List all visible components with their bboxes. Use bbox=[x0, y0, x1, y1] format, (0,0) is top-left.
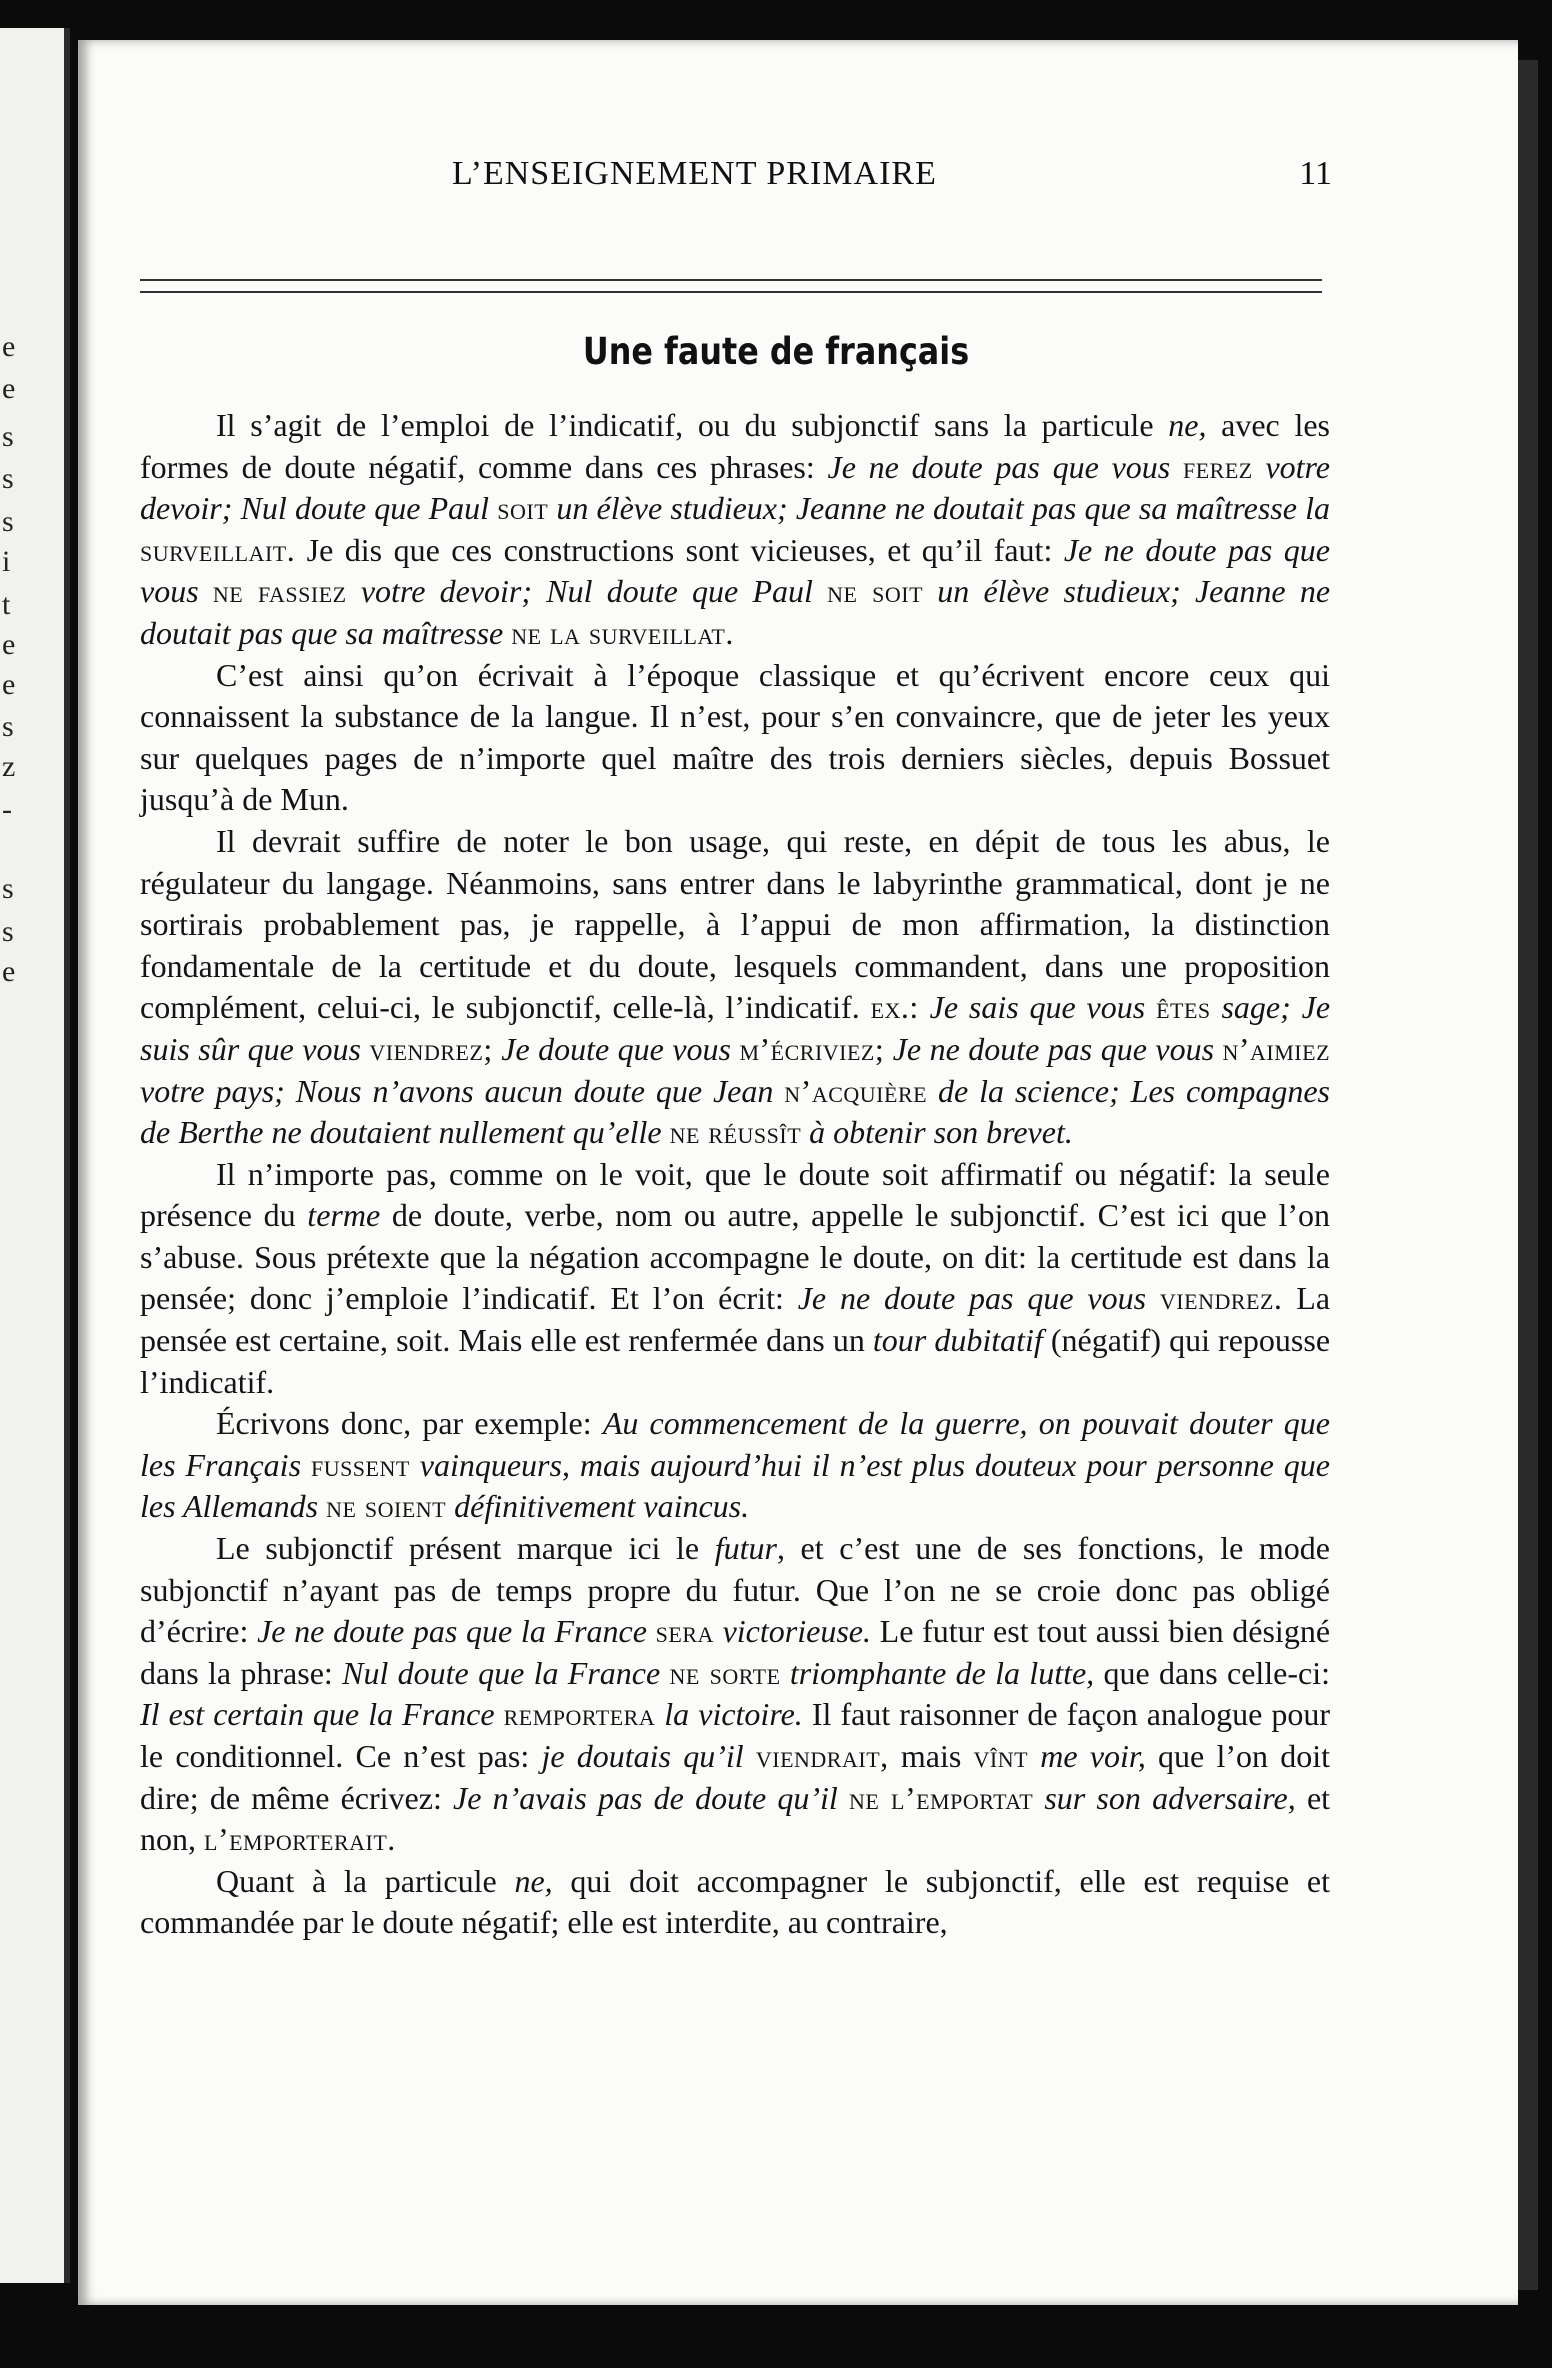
small-caps-text: n’aimiez bbox=[1222, 1030, 1331, 1067]
previous-page-fragment: i bbox=[2, 545, 11, 578]
small-caps-text: ex.: bbox=[870, 989, 919, 1026]
italic-text: Je ne doute pas que vous bbox=[884, 1030, 1223, 1067]
italic-text: Au commencement de la guerre, on pouvait douter que les Français bbox=[140, 1405, 1331, 1483]
text-run: Il s’agit de l’emploi de l’indicatif, ou du subjonctif sans la particule bbox=[216, 407, 1169, 443]
small-caps-text: ne fassiez bbox=[212, 573, 347, 610]
small-caps-text: viendrez. bbox=[1159, 1280, 1283, 1317]
italic-text: Je n’avais pas de doute qu’il bbox=[453, 1779, 849, 1816]
previous-page-fragment: e bbox=[2, 372, 16, 405]
small-caps-text: remportera bbox=[503, 1696, 656, 1733]
previous-page-fragment: s bbox=[2, 710, 14, 743]
text-run: et non, bbox=[140, 1779, 1331, 1858]
italic-text: Je ne doute pas que vous bbox=[140, 531, 1331, 610]
italic-text: vainqueurs, mais aujourd’hui il n’est plus douteux pour personne que les Allemands bbox=[140, 1446, 1331, 1525]
article-title: Une faute de français bbox=[582, 330, 970, 373]
italic-text: futur bbox=[714, 1530, 777, 1567]
italic-text: un élève studieux; Jeanne ne doutait pas que sa maîtresse bbox=[140, 573, 1331, 651]
small-caps-text: ne la surveillat. bbox=[511, 614, 734, 651]
italic-text: Je ne doute pas que vous bbox=[827, 448, 1183, 485]
italic-text: triomphante de la lutte, bbox=[780, 1654, 1095, 1691]
paragraph bbox=[140, 821, 1330, 1154]
paragraph bbox=[140, 1861, 1330, 1944]
italic-text: de la science; Les compagnes de Berthe ne doutaient nullement qu’elle bbox=[140, 1072, 1331, 1151]
small-caps-text: ne soient bbox=[326, 1488, 447, 1525]
small-caps-text: ne sorte bbox=[669, 1654, 781, 1691]
italic-text: Je doute que vous bbox=[492, 1030, 740, 1067]
previous-page-edge bbox=[0, 28, 70, 2283]
page-header bbox=[372, 155, 1332, 215]
previous-page-fragment: t bbox=[2, 588, 11, 621]
small-caps-text: viendrez; bbox=[369, 1030, 493, 1067]
italic-text: sur son adversaire, bbox=[1033, 1779, 1296, 1816]
small-caps-text: ne l’emportat bbox=[848, 1779, 1034, 1816]
page-number: 11 bbox=[1299, 155, 1332, 192]
previous-page-fragment: s bbox=[2, 462, 14, 495]
italic-text: ne, bbox=[514, 1862, 553, 1899]
italic-text: la victoire. bbox=[655, 1696, 803, 1733]
previous-page-fragment: s bbox=[2, 872, 14, 905]
text-run: Le futur est tout aussi bien désigné dans la phrase: bbox=[140, 1613, 1331, 1691]
italic-text: victorieuse. bbox=[713, 1613, 871, 1650]
paragraph bbox=[140, 405, 1330, 655]
text-run: (négatif) qui repousse l’indicatif. bbox=[140, 1322, 1331, 1400]
previous-page-fragment: e bbox=[2, 955, 16, 988]
small-caps-text: n’acquière bbox=[784, 1072, 928, 1109]
paragraph bbox=[140, 1154, 1330, 1404]
italic-text: un élève studieux; Jeanne ne doutait pas que sa maîtresse la bbox=[548, 490, 1331, 527]
text-run: Quant à la particule bbox=[216, 1862, 515, 1899]
running-title: L’ENSEIGNEMENT PRIMAIRE bbox=[452, 155, 937, 192]
text-run: avec les formes de doute négatif, comme dans ces phrases: bbox=[140, 407, 1331, 485]
italic-text: à obtenir son brevet. bbox=[801, 1114, 1073, 1151]
italic-text: Je sais que vous bbox=[918, 989, 1157, 1026]
italic-text: sage; Je suis sûr que vous bbox=[140, 989, 1331, 1067]
previous-page-fragment: - bbox=[2, 793, 12, 826]
italic-text: tour dubitatif bbox=[872, 1322, 1043, 1359]
text-run: C’est ainsi qu’on écrivait à l’époque classique et qu’écrivent encore ceux qui connaissent la substance de la langue. Il n’est, pour s’en convaincre, que de jeter les yeux sur quelques pages de n’importe quel maître des trois derniers siècles, depuis Bossuet jusqu’à de Mun. bbox=[140, 656, 1330, 818]
text-run: La pensée est certaine, soit. Mais elle est renfermée dans un bbox=[140, 1280, 1331, 1359]
small-caps-text: êtes bbox=[1156, 989, 1211, 1026]
small-caps-text: surveillait. bbox=[140, 531, 296, 568]
paragraph bbox=[140, 1528, 1330, 1861]
text-run: Il faut raisonner de façon analogue pour le conditionnel. Ce n’est pas: bbox=[140, 1696, 1331, 1774]
paragraph bbox=[140, 655, 1330, 821]
small-caps-text: ne soit bbox=[827, 573, 924, 610]
italic-text: votre pays; Nous n’avons aucun doute que Jean bbox=[140, 1072, 785, 1109]
small-caps-text: ne réussît bbox=[669, 1114, 802, 1151]
small-caps-text: sera bbox=[655, 1613, 714, 1650]
previous-page-fragment: s bbox=[2, 915, 14, 948]
italic-text: définitivement vaincus. bbox=[446, 1488, 750, 1525]
italic-text: Nul doute que la France bbox=[342, 1654, 670, 1691]
text-run: Je dis que ces constructions sont vicieuses, et qu’il faut: bbox=[295, 531, 1064, 568]
italic-text: ne, bbox=[1168, 407, 1207, 443]
previous-page-fragment: s bbox=[2, 420, 14, 453]
small-caps-text: vînt bbox=[973, 1738, 1029, 1774]
text-run: Écrivons donc, par exemple: bbox=[216, 1405, 603, 1442]
text-run: mais bbox=[888, 1738, 974, 1774]
header-rule bbox=[140, 279, 1322, 293]
italic-text: terme bbox=[307, 1197, 381, 1234]
text-run: que dans celle-ci: bbox=[1094, 1654, 1331, 1691]
text-run: de doute, verbe, nom ou autre, appelle le subjonctif. C’est ici que l’on s’abuse. Sous prétexte que la négation accompagne le doute, on dit: la certitude est dans la pensée; donc j’emploie l’indicatif. Et l’on écrit: bbox=[140, 1197, 1331, 1317]
previous-page-fragment: e bbox=[2, 330, 16, 363]
italic-text: Je ne doute pas que vous bbox=[797, 1280, 1160, 1317]
text-run: que l’on doit dire; de même écrivez: bbox=[140, 1738, 1330, 1816]
text-run: Il devrait suffire de noter le bon usage, qui reste, en dépit de tous les abus, le régulateur du langage. Néanmoins, sans entrer dans le labyrinthe grammatical, dont je ne sortirais probablement pas, je rappelle, à l’appui de mon affirmation, la distinction fondamentale de la certitude et du doute, lesquels commandent, dans une proposition complément, celui-ci, le subjonctif, celle-là, l’indicatif. bbox=[140, 822, 1330, 1026]
text-run: qui doit accompagner le subjonctif, elle est requise et commandée par le doute négatif; elle est interdite, au contraire, bbox=[140, 1862, 1331, 1941]
italic-text: Je ne doute pas que la France bbox=[257, 1613, 656, 1650]
italic-text: votre devoir; Nul doute que Paul bbox=[346, 573, 828, 610]
small-caps-text: l’emporterait. bbox=[204, 1821, 396, 1858]
italic-text: me voir, bbox=[1028, 1738, 1146, 1774]
text-run: , et c’est une de ses fonctions, le mode subjonctif n’ayant pas de temps propre du futur. Que l’on ne se croie donc pas obligé d’écrire: bbox=[140, 1530, 1331, 1650]
text-run: Le subjonctif présent marque ici le bbox=[216, 1530, 715, 1567]
paragraph bbox=[140, 1403, 1330, 1528]
previous-page-fragment: e bbox=[2, 668, 16, 701]
page-shadow-edge bbox=[1518, 60, 1538, 2290]
italic-text: je doutais qu’il bbox=[541, 1738, 756, 1774]
italic-text: votre devoir; Nul doute que Paul bbox=[140, 448, 1331, 527]
previous-page-fragment: s bbox=[2, 505, 14, 538]
small-caps-text: soit bbox=[497, 490, 549, 527]
previous-page-fragment: z bbox=[2, 750, 16, 783]
article-body bbox=[140, 405, 1330, 1944]
italic-text: Il est certain que la France bbox=[140, 1696, 504, 1733]
previous-page-fragment: e bbox=[2, 628, 16, 661]
small-caps-text: m’écriviez; bbox=[739, 1030, 885, 1067]
small-caps-text: viendrait, bbox=[755, 1738, 889, 1774]
text-run: Il n’importe pas, comme on le voit, que le doute soit affirmatif ou négatif: la seule présence du bbox=[140, 1155, 1330, 1234]
small-caps-text: fussent bbox=[310, 1446, 410, 1483]
small-caps-text: ferez bbox=[1182, 448, 1253, 485]
